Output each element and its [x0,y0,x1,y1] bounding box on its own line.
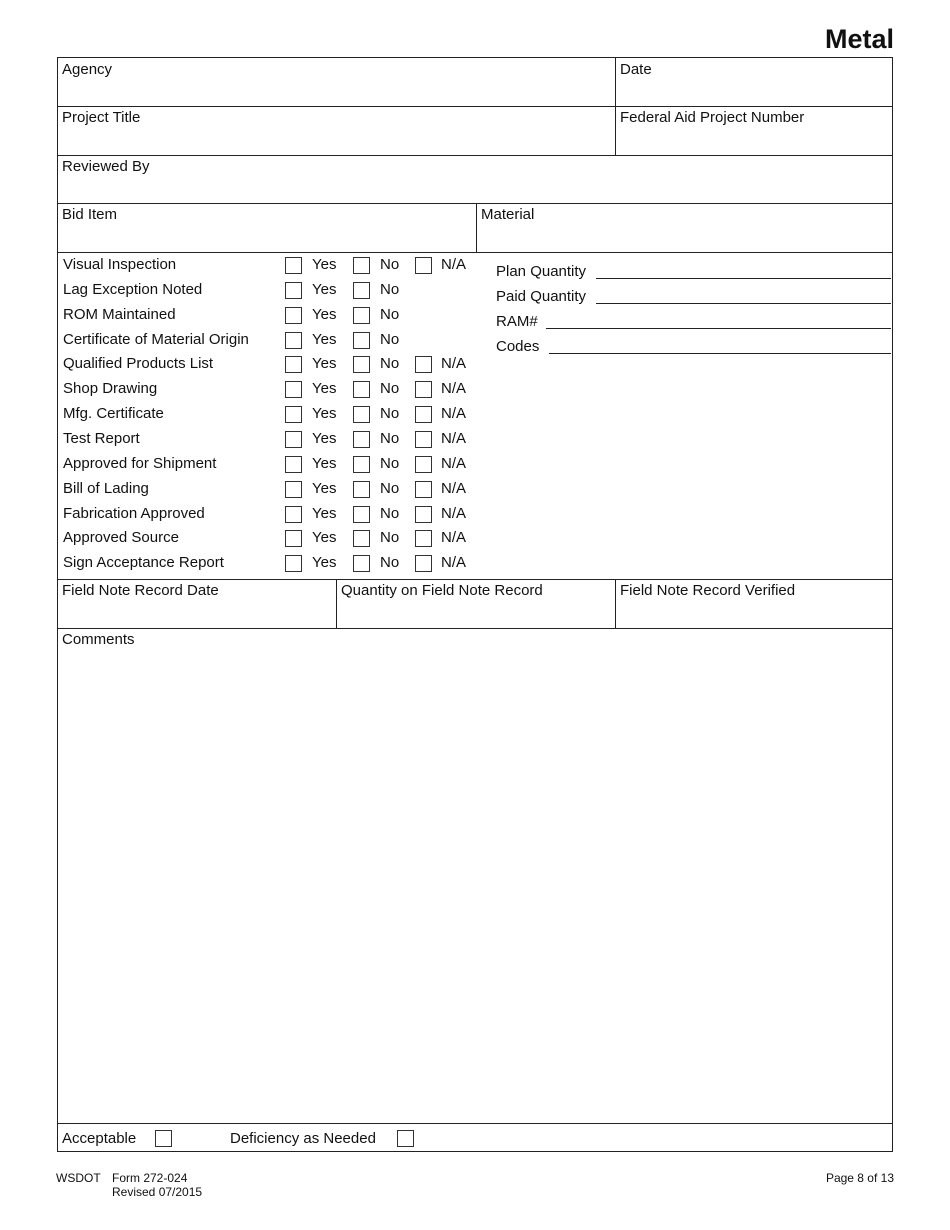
yes-option-label: Yes [312,529,337,547]
yes-option-label: Yes [312,405,337,423]
no-option-label: No [380,380,400,398]
no-checkbox[interactable] [353,282,370,299]
divider [58,106,892,107]
na-option-label: N/A [441,504,467,522]
plan-quantity-label: Plan Quantity [496,263,587,280]
no-option-label: No [380,554,400,572]
na-checkbox[interactable] [415,481,432,498]
ram-label: RAM# [496,313,538,330]
no-option-label: No [380,429,400,447]
checklist-label: Approved for Shipment [63,454,217,472]
checklist-label: Lag Exception Noted [63,280,203,298]
no-checkbox[interactable] [353,307,370,324]
checklist-label: Qualified Products List [63,355,214,373]
codes-field[interactable] [549,353,891,354]
checklist-label: ROM Maintained [63,305,176,323]
no-option-label: No [380,330,400,348]
checklist-label: Fabrication Approved [63,504,205,522]
no-checkbox[interactable] [353,555,370,572]
no-checkbox[interactable] [353,530,370,547]
divider [615,58,616,155]
yes-checkbox[interactable] [285,307,302,324]
no-option-label: No [380,405,400,423]
acceptable-checkbox[interactable] [155,1130,172,1147]
no-checkbox[interactable] [353,406,370,423]
no-option-label: No [380,355,400,373]
no-option-label: No [380,256,400,273]
paid-quantity-field[interactable] [596,303,891,304]
na-checkbox[interactable] [415,555,432,572]
divider [58,203,892,204]
divider [58,155,892,156]
no-option-label: No [380,479,400,497]
bid-item-label: Bid Item [62,206,118,223]
na-checkbox[interactable] [415,381,432,398]
no-option-label: No [380,454,400,472]
yes-option-label: Yes [312,355,337,373]
no-checkbox[interactable] [353,431,370,448]
field-note-verified-label: Field Note Record Verified [620,582,796,599]
divider [58,579,892,580]
yes-checkbox[interactable] [285,431,302,448]
paid-quantity-label: Paid Quantity [496,288,587,305]
no-checkbox[interactable] [353,257,370,274]
material-label: Material [481,206,535,223]
yes-option-label: Yes [312,504,337,522]
na-option-label: N/A [441,529,467,547]
yes-checkbox[interactable] [285,506,302,523]
yes-checkbox[interactable] [285,530,302,547]
checklist-label: Certificate of Material Origin [63,330,249,348]
yes-option-label: Yes [312,479,337,497]
no-checkbox[interactable] [353,332,370,349]
yes-checkbox[interactable] [285,356,302,373]
divider [58,1123,892,1124]
na-checkbox[interactable] [415,431,432,448]
checklist-label: Mfg. Certificate [63,405,164,423]
yes-checkbox[interactable] [285,381,302,398]
no-option-label: No [380,529,400,547]
footer-form: Form 272-024 [112,1171,188,1185]
no-option-label: No [380,280,400,298]
field-note-date-label: Field Note Record Date [62,582,219,599]
deficiency-checkbox[interactable] [397,1130,414,1147]
no-option-label: No [380,504,400,522]
reviewed-by-label: Reviewed By [62,158,150,175]
na-option-label: N/A [441,479,467,497]
no-checkbox[interactable] [353,481,370,498]
footer-page: Page 8 of 13 [825,1171,894,1185]
form-title: Metal [824,24,894,54]
federal-aid-label: Federal Aid Project Number [620,109,805,126]
yes-option-label: Yes [312,305,337,323]
checklist-label: Visual Inspection [63,256,177,273]
checklist-label: Sign Acceptance Report [63,554,224,572]
yes-option-label: Yes [312,330,337,348]
na-option-label: N/A [441,454,467,472]
na-option-label: N/A [441,355,467,373]
date-label: Date [620,61,652,78]
na-checkbox[interactable] [415,456,432,473]
na-checkbox[interactable] [415,530,432,547]
checklist [58,253,488,579]
comments-label: Comments [62,631,135,648]
yes-option-label: Yes [312,256,337,273]
na-checkbox[interactable] [415,506,432,523]
no-checkbox[interactable] [353,381,370,398]
yes-option-label: Yes [312,380,337,398]
yes-option-label: Yes [312,429,337,447]
checklist-label: Shop Drawing [63,380,158,398]
na-checkbox[interactable] [415,257,432,274]
no-option-label: No [380,305,400,323]
yes-option-label: Yes [312,554,337,572]
yes-checkbox[interactable] [285,257,302,274]
yes-checkbox[interactable] [285,481,302,498]
divider [615,579,616,628]
footer-revised: Revised 07/2015 [112,1185,203,1199]
no-checkbox[interactable] [353,456,370,473]
yes-checkbox[interactable] [285,456,302,473]
plan-quantity-field[interactable] [596,278,891,279]
checklist-label: Approved Source [63,529,179,547]
na-option-label: N/A [441,380,467,398]
na-option-label: N/A [441,256,467,273]
na-checkbox[interactable] [415,406,432,423]
yes-checkbox[interactable] [285,332,302,349]
ram-field[interactable] [546,328,891,329]
checklist-label: Bill of Lading [63,479,149,497]
yes-option-label: Yes [312,454,337,472]
field-note-quantity-label: Quantity on Field Note Record [341,582,543,599]
na-option-label: N/A [441,429,467,447]
acceptable-label: Acceptable [62,1130,137,1147]
na-option-label: N/A [441,405,467,423]
footer-org: WSDOT [56,1171,101,1185]
na-checkbox[interactable] [415,356,432,373]
na-option-label: N/A [441,554,467,572]
yes-checkbox[interactable] [285,406,302,423]
codes-label: Codes [496,338,540,355]
divider [476,203,477,252]
yes-checkbox[interactable] [285,282,302,299]
no-checkbox[interactable] [353,506,370,523]
divider [336,579,337,628]
yes-option-label: Yes [312,280,337,298]
yes-checkbox[interactable] [285,555,302,572]
metal-form [57,57,893,1152]
checklist-label: Test Report [63,429,140,447]
project-title-label: Project Title [62,109,141,126]
agency-label: Agency [62,61,113,78]
divider [58,628,892,629]
deficiency-label: Deficiency as Needed [230,1130,376,1147]
no-checkbox[interactable] [353,356,370,373]
